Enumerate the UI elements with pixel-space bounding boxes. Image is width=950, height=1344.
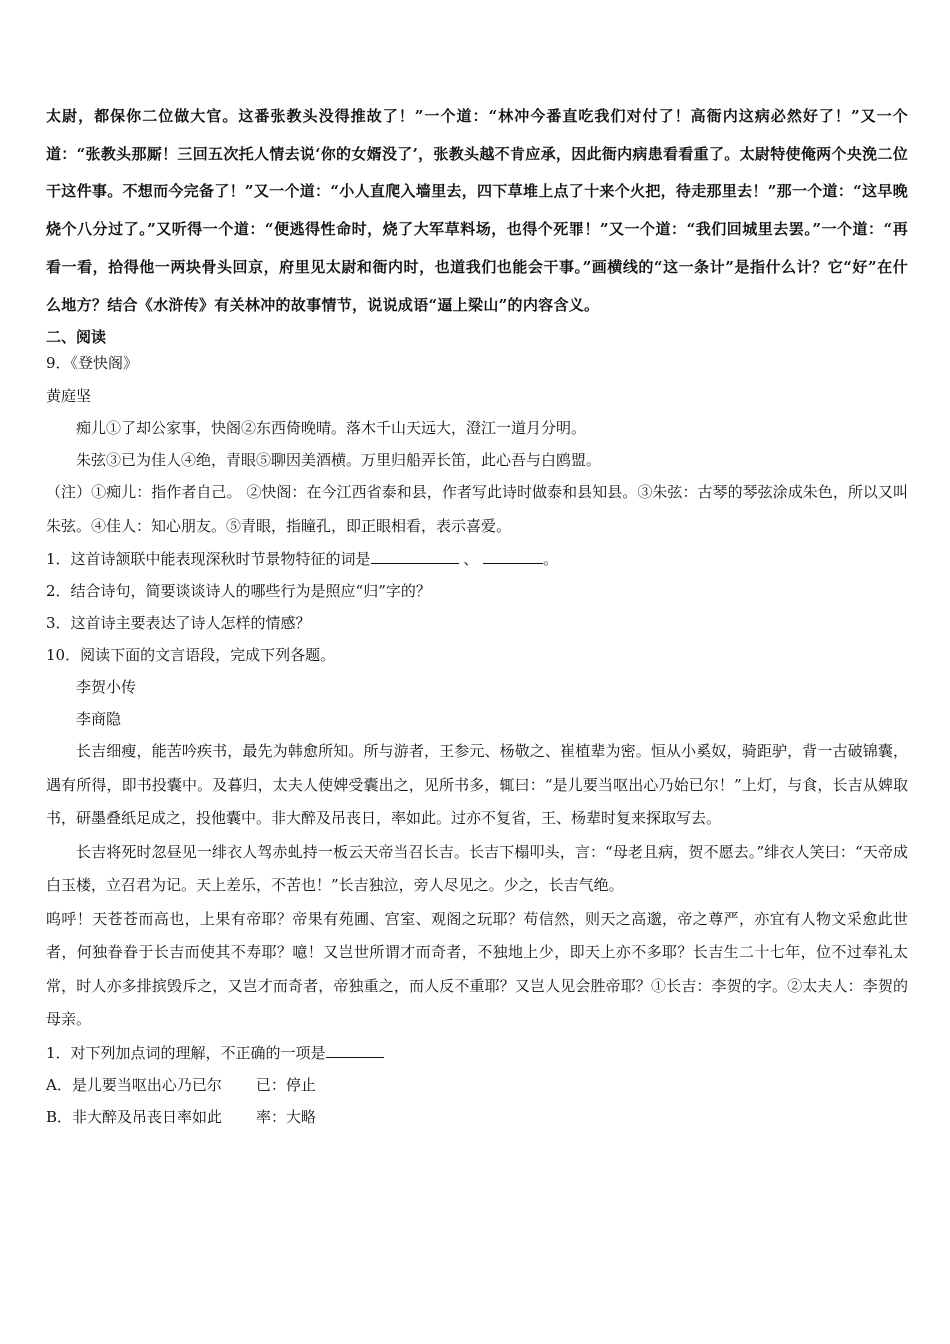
q10-title: 李贺小传 xyxy=(76,678,137,697)
q9-title: 9．《登快阁》 xyxy=(46,354,139,373)
poem-notes: （注）①痴儿：指作者自己。 ②快阁：在今江西省泰和县，作者写此诗时做泰和县知县。③朱弦：古琴的琴弦涂成朱色，所以又叫朱弦。④佳人：知心朋友。⑤青眼，指瞳孔，即正眼相看，表示喜爱。 xyxy=(46,483,908,535)
option-b xyxy=(46,1101,908,1133)
q9-sub1-text: 1．这首诗颔联中能表现深秋时节景物特征的词是 xyxy=(46,550,371,569)
q10-para-2: 长吉将死时忽昼见一绯衣人驾赤虬持一板云天帝当召长吉。长吉下榻叩头，言：“母老且病，贺不愿去。”绯衣人笑曰：“天帝成白玉楼，立召君为记。天上差乐，不苦也！”长吉独泣，旁人尽见之。少之，长吉气绝。 xyxy=(46,842,908,895)
q10-para-3: 呜呼！天苍苍而高也，上果有帝耶？帝果有苑圃、宫室、观阁之玩耶？苟信然，则天之高邈，帝之尊严，亦宜有人物文采愈此世者，何独眷眷于长吉而使其不寿耶？噫！又岂世所谓才而奇者，不独地上少，即天上亦不多耶？长吉生二十七年，位不过奉礼太常，时人亦多排摈毁斥之，又岂才而奇者，帝独重之，而人反不重耶？又岂人见会胜帝耶？①长吉：李贺的字。②太夫人：李贺的母亲。 xyxy=(46,909,908,1029)
poem-line-2: 朱弦③已为佳人④绝，青眼⑤聊因美酒横。万里归船弄长笛，此心吾与白鸥盟。 xyxy=(76,451,602,470)
q9-sub1-end: 。 xyxy=(543,550,559,569)
q9-sub1 xyxy=(46,543,908,575)
answer-blank-3[interactable] xyxy=(326,1041,384,1058)
q10-para-1: 长吉细瘦，能苦吟疾书，最先为韩愈所知。所与游者，王参元、杨敬之、崔植辈为密。恒从小奚奴，骑距驴，背一古破锦囊，遇有所得，即书投囊中。及暮归，太夫人使婢受囊出之，见所书多，辄曰：“是儿要当呕出心乃始已尔！”上灯，与食，长吉从婢取书，研墨叠纸足成之，投他囊中。非大醉及吊丧日，率如此。过亦不复省，王、杨辈时复来探取写去。 xyxy=(46,742,908,828)
answer-blank-1[interactable] xyxy=(371,547,459,564)
q10-prompt: 10．阅读下面的文言语段，完成下列各题。 xyxy=(46,646,336,665)
q9-sub1-sep: 、 xyxy=(463,550,479,569)
section-heading: 二、阅读 xyxy=(46,328,107,347)
q10-author: 李商隐 xyxy=(76,710,122,729)
q10-sub1 xyxy=(46,1037,908,1069)
q9-sub3: 3．这首诗主要表达了诗人怎样的情感？ xyxy=(46,614,311,633)
document-page xyxy=(46,98,908,1133)
option-a-text: A．是儿要当呕出心乃已尔 xyxy=(46,1075,222,1094)
option-b-text: B．非大醉及吊丧日率如此 xyxy=(46,1107,223,1126)
passage-continued: 太尉，都保你二位做大官。这番张教头没得推故了！”一个道：“林冲今番直吃我们对付了！高衙内这病必然好了！”又一个道：“张教头那厮！三回五次托人情去说‘你的女婿没了’，张教头越不肯应承，因此衙内病患看看重了。太尉特使俺两个央浼二位干这件事。不想而今完备了！”又一个道：“小人直爬入墙里去，四下草堆上点了十来个火把，待走那里去！”那一个道：“这早晚烧个八分过了。”又听得一个道：“便逃得性命时，烧了大军草料场，也得个死罪！”又一个道：“我们回城里去罢。”一个道：“再看一看，拾得他一两块骨头回京，府里见太尉和衙内时，也道我们也能会干事。”画横线的“这一条计”是指什么计？它“好”在什么地方？结合《水浒传》有关林冲的故事情节，说说成语“逼上梁山”的内容含义。 xyxy=(46,107,908,314)
q9-author: 黄庭坚 xyxy=(46,387,92,406)
q10-sub1-text: 1．对下列加点词的理解，不正确的一项是 xyxy=(46,1043,326,1062)
option-b-gloss: 率：大略 xyxy=(256,1107,317,1126)
q9-sub2: 2．结合诗句，简要谈谈诗人的哪些行为是照应“归”字的？ xyxy=(46,582,431,601)
poem-line-1: 痴儿①了却公家事，快阁②东西倚晚晴。落木千山天远大，澄江一道月分明。 xyxy=(76,419,587,438)
answer-blank-2[interactable] xyxy=(483,547,543,564)
option-a xyxy=(46,1069,908,1101)
option-a-gloss: 已：停止 xyxy=(255,1075,316,1094)
